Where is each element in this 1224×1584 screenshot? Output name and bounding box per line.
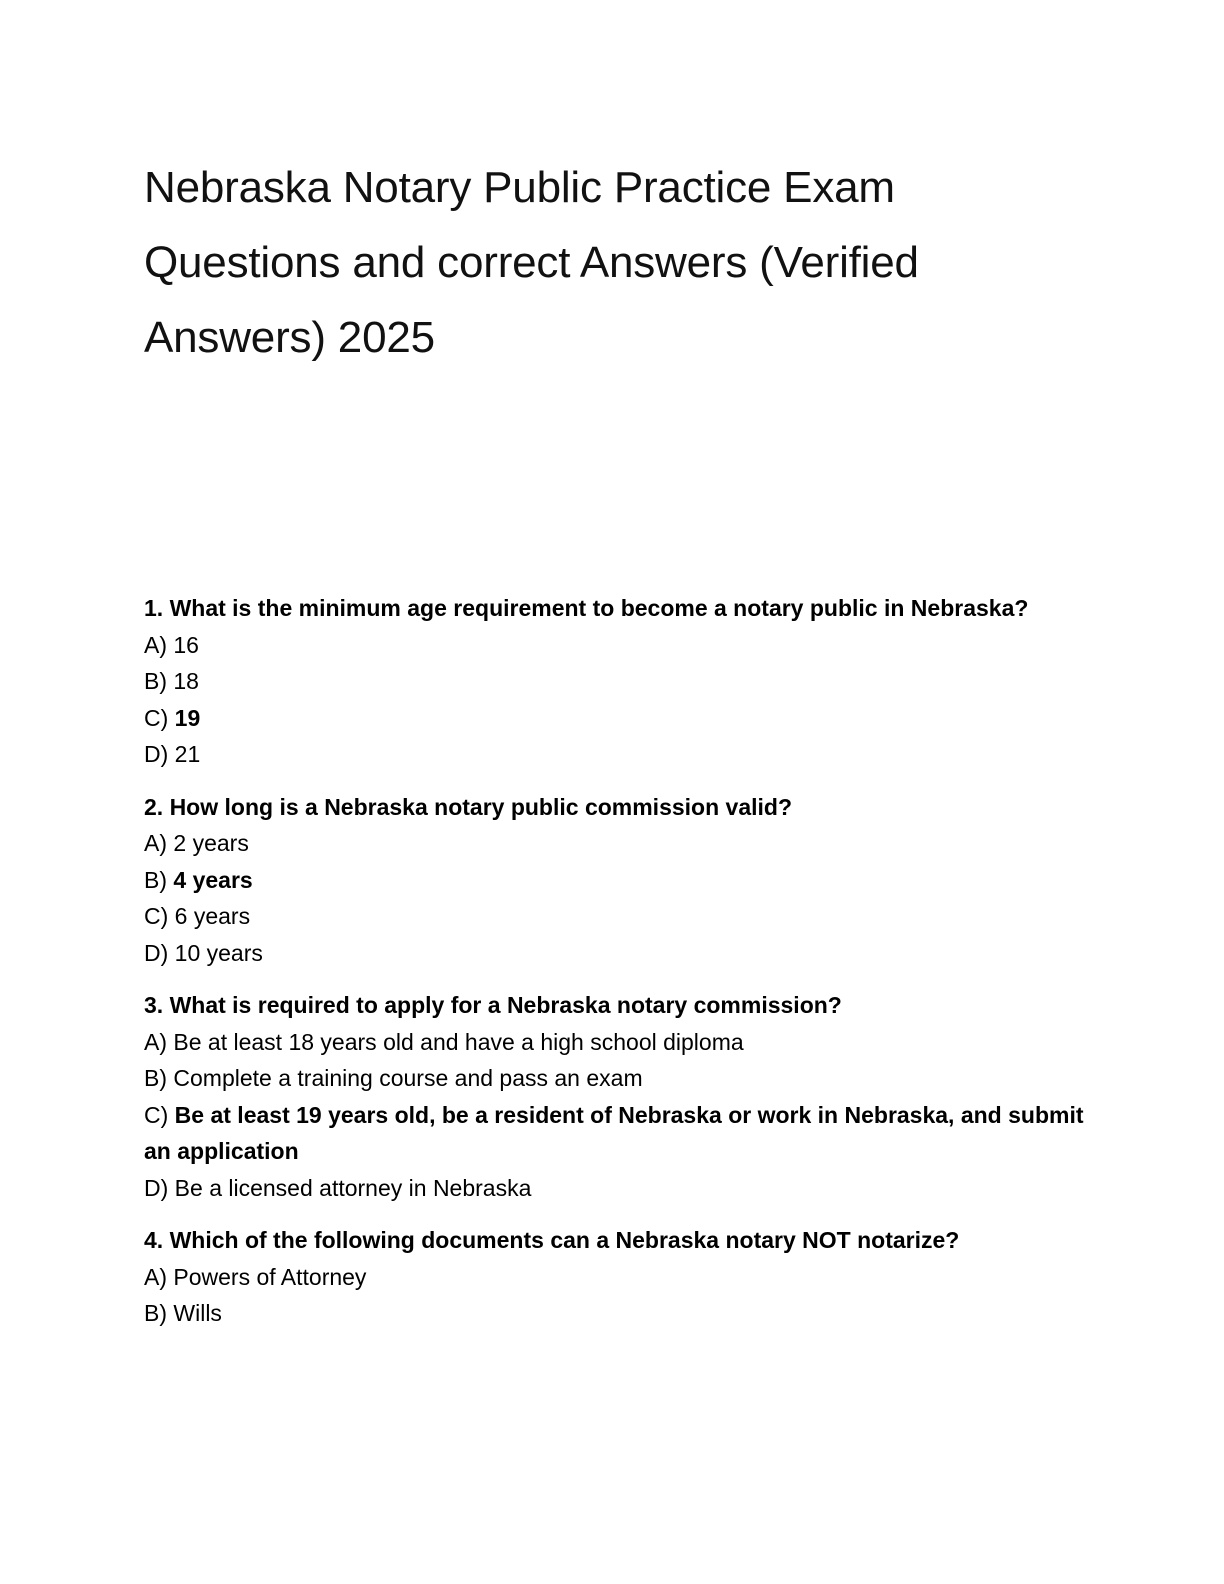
question-1	[144, 590, 1084, 773]
question-4	[144, 1222, 1084, 1332]
question-list	[144, 590, 1084, 1348]
question-3	[144, 987, 1084, 1206]
question-text: 1. What is the minimum age requirement to become a notary public in Nebraska?	[144, 595, 1029, 621]
answer-option: D) 21	[144, 741, 201, 767]
answer-option: A) Be at least 18 years old and have a high school diploma	[144, 1028, 744, 1055]
answer-option: B) Complete a training course and pass an exam	[144, 1065, 643, 1091]
answer-option-correct: B) 4 years	[144, 866, 253, 893]
question-text: 4. Which of the following documents can a Nebraska notary NOT notarize?	[144, 1227, 960, 1253]
answer-option: A) 16	[144, 631, 199, 658]
answer-option: D) Be a licensed attorney in Nebraska	[144, 1174, 532, 1201]
answer-option: B) 18	[144, 668, 199, 694]
question-text: 3. What is required to apply for a Nebraska notary commission?	[144, 992, 842, 1018]
answer-option: D) 10 years	[144, 939, 263, 966]
question-text: 2. How long is a Nebraska notary public commission valid?	[144, 793, 792, 820]
answer-option: C) 6 years	[144, 903, 251, 929]
answer-option-correct: C) Be at least 19 years old, be a resident of Nebraska or work in Nebraska, and submit an application	[144, 1101, 1084, 1164]
answer-option: A) Powers of Attorney	[144, 1263, 367, 1290]
question-2	[144, 789, 1084, 972]
answer-option-correct: C) 19	[144, 704, 201, 731]
document-title: Nebraska Notary Public Practice Exam Questions and correct Answers (Verified Answers) 2025	[144, 163, 919, 362]
answer-option: B) Wills	[144, 1300, 222, 1326]
answer-option: A) 2 years	[144, 830, 249, 856]
document-header	[144, 150, 1084, 375]
